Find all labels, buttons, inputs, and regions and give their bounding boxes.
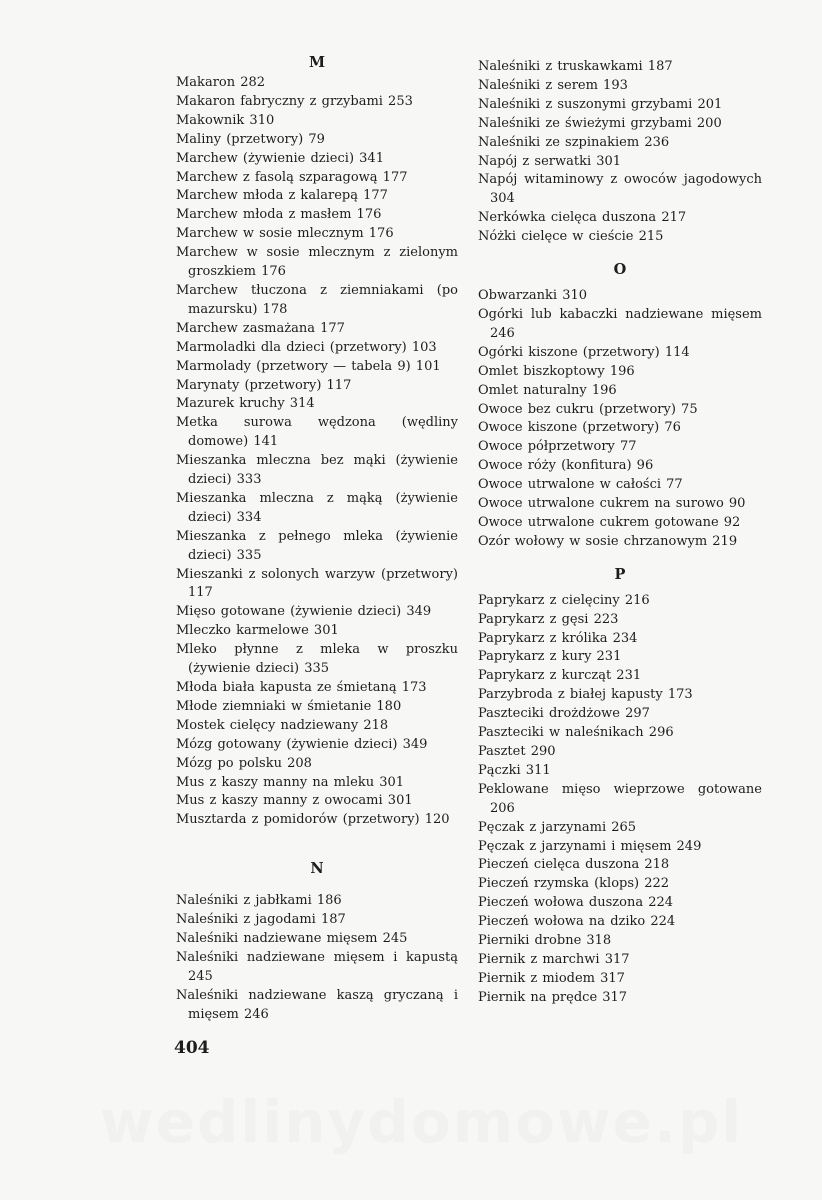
index-entry: Peklowane mięso wieprzowe gotowane 206 bbox=[478, 781, 762, 816]
index-entry: Omlet biszkoptowy 196 bbox=[478, 363, 635, 379]
page-number: 404 bbox=[174, 1038, 210, 1058]
index-entry: Napój witaminowy z owoców jagodowych 304 bbox=[478, 172, 762, 207]
index-entry: Paprykarz z królika 234 bbox=[478, 630, 638, 646]
index-entry: Pieczeń rzymska (klops) 222 bbox=[478, 876, 670, 892]
index-entry: Pęczak z jarzynami 265 bbox=[478, 819, 637, 835]
index-entry: Mazurek kruchy 314 bbox=[176, 396, 315, 412]
left-column bbox=[176, 52, 458, 1025]
index-entry: Pasztet 290 bbox=[478, 744, 556, 759]
index-entry: Paprykarz z kury 231 bbox=[478, 649, 622, 665]
index-entry: Metka surowa wędzona (wędliny domowe) 141 bbox=[176, 415, 458, 450]
index-entry: Marynaty (przetwory) 117 bbox=[176, 377, 352, 393]
index-entry: Paszteciki drożdżowe 297 bbox=[478, 706, 650, 722]
index-entry: Owoce utrwalone cukrem na surowo 90 bbox=[478, 496, 746, 512]
section-o-list bbox=[478, 287, 762, 552]
index-entry: Marchew młoda z masłem 176 bbox=[176, 207, 382, 223]
index-entry: Owoce róży (konfitura) 96 bbox=[478, 458, 654, 474]
index-entry: Paprykarz z cielęciny 216 bbox=[478, 592, 650, 608]
index-entry: Marchew z fasolą szparagową 177 bbox=[176, 169, 408, 185]
index-entry: Omlet naturalny 196 bbox=[478, 382, 617, 398]
index-entry: Naleśniki nadziewane mięsem i kapustą 245 bbox=[176, 949, 458, 984]
index-entry: Mleczko karmelowe 301 bbox=[176, 623, 339, 639]
watermark: wedlinydomowe.pl bbox=[100, 1088, 744, 1156]
index-entry: Mózg po polsku 208 bbox=[176, 755, 312, 771]
index-entry: Mieszanka z pełnego mleka (żywienie dzieci) 335 bbox=[176, 528, 458, 563]
section-p-list bbox=[478, 592, 762, 1008]
index-entry: Pieczeń wołowa duszona 224 bbox=[478, 895, 674, 911]
index-entry: Mus z kaszy manny z owocami 301 bbox=[176, 793, 413, 809]
index-entry: Owoce bez cukru (przetwory) 75 bbox=[478, 401, 698, 417]
index-entry: Marmolady (przetwory — tabela 9) 101 bbox=[176, 358, 441, 374]
index-entry: Piernik na prędce 317 bbox=[478, 989, 628, 1005]
index-entry: Naleśniki ze szpinakiem 236 bbox=[478, 134, 670, 150]
index-entry: Makaron 282 bbox=[176, 75, 266, 90]
index-entry: Pieczeń wołowa na dziko 224 bbox=[478, 914, 676, 930]
index-entry: Naleśniki z suszonymi grzybami 201 bbox=[478, 96, 723, 112]
index-entry: Marmoladki dla dzieci (przetwory) 103 bbox=[176, 339, 437, 355]
index-entry: Pieczeń cielęca duszona 218 bbox=[478, 857, 670, 873]
index-entry: Owoce półprzetwory 77 bbox=[478, 439, 637, 455]
section-heading-p: P bbox=[614, 565, 626, 583]
index-entry: Naleśniki ze świeżymi grzybami 200 bbox=[478, 115, 722, 131]
index-entry: Ogórki lub kabaczki nadziewane mięsem 246 bbox=[478, 306, 762, 341]
index-entry: Paprykarz z gęsi 223 bbox=[478, 611, 619, 627]
index-entry: Naleśniki nadziewane mięsem 245 bbox=[176, 931, 408, 947]
right-column bbox=[478, 58, 762, 1008]
index-entry: Paszteciki w naleśnikach 296 bbox=[478, 725, 674, 741]
index-entry: Młode ziemniaki w śmietanie 180 bbox=[176, 698, 402, 714]
index-entry: Młoda biała kapusta ze śmietaną 173 bbox=[176, 680, 427, 695]
section-heading-m: M bbox=[308, 54, 326, 71]
index-entry: Ozór wołowy w sosie chrzanowym 219 bbox=[478, 533, 738, 549]
index-entry: Marchew w sosie mlecznym 176 bbox=[176, 226, 394, 242]
index-entry: Mieszanka mleczna z mąką (żywienie dzieci) 334 bbox=[176, 490, 458, 525]
index-entry: Obwarzanki 310 bbox=[478, 288, 588, 304]
index-entry: Parzybroda z białej kapusty 173 bbox=[478, 687, 693, 703]
index-entry: Mieszanki z solonych warzyw (przetwory) 117 bbox=[176, 566, 458, 601]
index-entry: Pęczak z jarzynami i mięsem 249 bbox=[478, 838, 702, 854]
section-heading-o: O bbox=[613, 261, 627, 279]
index-entry: Marchew (żywienie dzieci) 341 bbox=[176, 150, 384, 166]
section-m-list bbox=[176, 74, 458, 830]
index-entry: Paprykarz z kurcząt 231 bbox=[478, 668, 642, 684]
section-heading-n: N bbox=[310, 860, 324, 878]
index-entry: Pierniki drobne 318 bbox=[478, 933, 612, 949]
section-n-continued-list bbox=[478, 58, 762, 247]
index-entry: Owoce kiszone (przetwory) 76 bbox=[478, 420, 681, 436]
section-n-list bbox=[176, 892, 458, 1024]
index-entry: Naleśniki z serem 193 bbox=[478, 77, 628, 93]
index-entry: Mus z kaszy manny na mleku 301 bbox=[176, 774, 405, 790]
index-entry: Napój z serwatki 301 bbox=[478, 153, 622, 169]
index-entry: Nerkówka cielęca duszona 217 bbox=[478, 210, 687, 226]
index-entry: Ogórki kiszone (przetwory) 114 bbox=[478, 344, 690, 360]
index-entry: Marchew młoda z kalarepą 177 bbox=[176, 188, 388, 204]
index-entry: Marchew zasmażana 177 bbox=[176, 320, 345, 336]
index-entry: Marchew tłuczona z ziemniakami (po mazursku) 178 bbox=[176, 282, 458, 317]
index-entry: Makownik 310 bbox=[176, 112, 275, 128]
index-entry: Mleko płynne z mleka w proszku (żywienie dzieci) 335 bbox=[176, 642, 458, 677]
index-entry: Makaron fabryczny z grzybami 253 bbox=[176, 93, 413, 109]
index-entry: Piernik z miodem 317 bbox=[478, 970, 625, 986]
index-entry: Musztarda z pomidorów (przetwory) 120 bbox=[176, 812, 450, 828]
index-entry: Maliny (przetwory) 79 bbox=[176, 131, 325, 147]
index-entry: Nóżki cielęce w cieście 215 bbox=[478, 229, 664, 245]
index-entry: Mieszanka mleczna bez mąki (żywienie dzieci) 333 bbox=[176, 453, 458, 488]
index-entry: Mostek cielęcy nadziewany 218 bbox=[176, 717, 389, 733]
index-entry: Pączki 311 bbox=[478, 762, 551, 778]
index-entry: Naleśniki z jabłkami 186 bbox=[176, 893, 342, 909]
index-entry: Naleśniki z jagodami 187 bbox=[176, 912, 346, 928]
index-entry: Marchew w sosie mlecznym z zielonym groszkiem 176 bbox=[176, 245, 458, 280]
index-entry: Owoce utrwalone cukrem gotowane 92 bbox=[478, 514, 741, 530]
index-entry: Naleśniki z truskawkami 187 bbox=[478, 59, 673, 74]
index-entry: Mózg gotowany (żywienie dzieci) 349 bbox=[176, 736, 428, 752]
index-entry: Naleśniki nadziewane kaszą gryczaną i mięsem 246 bbox=[176, 987, 458, 1022]
index-entry: Mięso gotowane (żywienie dzieci) 349 bbox=[176, 604, 432, 620]
index-entry: Owoce utrwalone w całości 77 bbox=[478, 477, 683, 493]
index-entry: Piernik z marchwi 317 bbox=[478, 951, 630, 967]
